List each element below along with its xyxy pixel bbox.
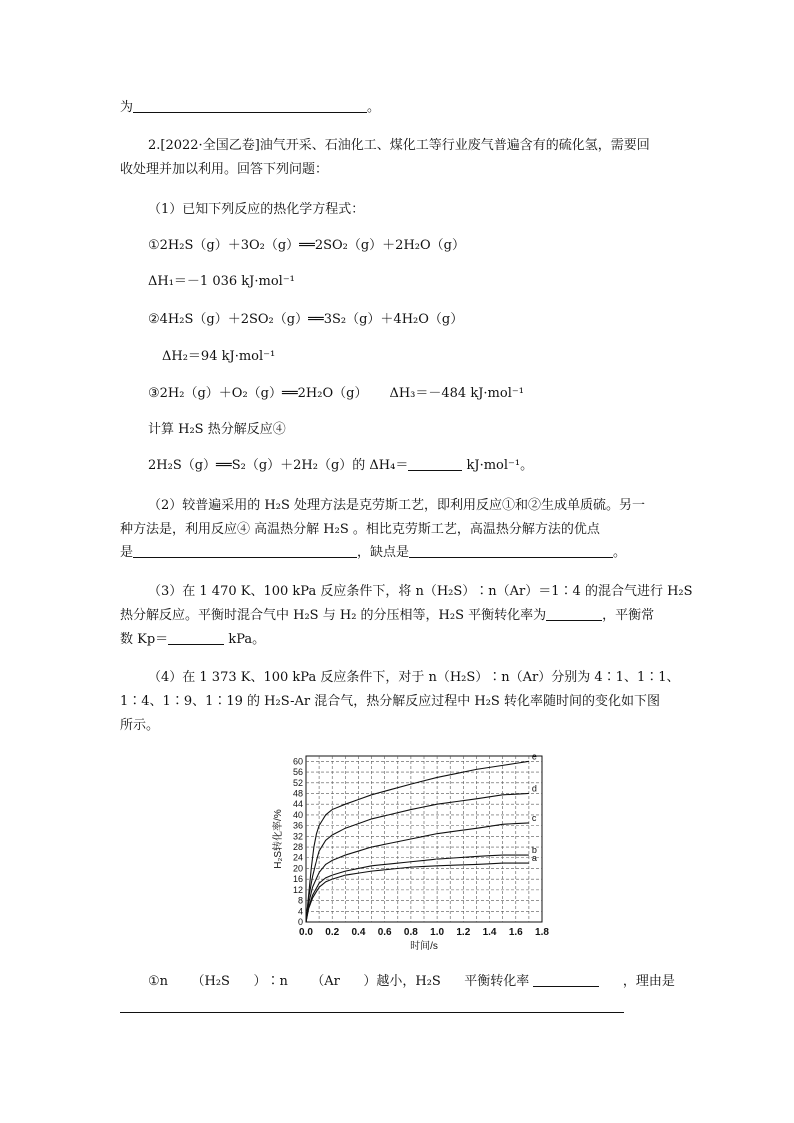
sq-part-5 [464,972,599,992]
x-axis-label: 时间/s [410,941,438,952]
question-stem-2: 收处理并加以利用。回答下列问题： [120,162,329,177]
part-4-line-1: （4）在 1 373 K、100 kPa 反应条件下，对于 n（H₂S）∶n（Ar）分别为 4∶1、1∶1、 [148,670,680,685]
sq-part-1: （H₂S [191,974,230,989]
answer-blank-dh4[interactable] [408,456,462,471]
series-label-a: a [531,853,537,864]
reaction-2: ②4H₂S（g）＋2SO₂（g）══3S₂（g）＋4H₂O（g） [148,312,464,327]
y-tick-label: 32 [292,831,303,842]
reaction-4-line [148,456,533,476]
series-label-d: d [531,783,537,794]
x-tick-label: 1.2 [456,927,471,938]
y-tick-label: 44 [292,799,303,810]
question-2-stem [148,136,650,156]
part-2-line-3 [120,543,626,563]
intro-line [120,98,380,118]
sq-part-3: （Ar [311,974,340,989]
x-tick-label: 1.0 [430,927,445,938]
x-tick-label: 0.8 [403,927,418,938]
answer-line-reason[interactable] [120,1012,624,1013]
answer-blank-kp[interactable] [168,630,224,645]
y-tick-label: 20 [292,863,303,874]
sq-part-7: ，理由是 [622,974,675,989]
question-source: [2022·全国乙卷] [160,138,260,153]
reaction-3-line [148,384,524,404]
delta-h3: ΔH₃＝－484 kJ·mol⁻¹ [389,386,524,401]
answer-blank-conversion[interactable] [546,606,602,621]
answer-blank-trend[interactable] [533,972,599,987]
series-label-b: b [531,845,537,856]
subquestion-4-1 [148,972,675,992]
reaction-4: 2H₂S（g）══S₂（g）＋2H₂（g）的 ΔH₄＝ [148,458,409,473]
part-2-disadvantage: ，缺点是 [357,545,410,560]
answer-blank-disadvantage[interactable] [409,543,613,558]
y-tick-label: 0 [297,917,303,927]
x-tick-label: 0.6 [377,927,392,938]
conversion-chart [268,748,558,958]
dh4-unit: kJ·mol⁻¹。 [466,458,534,473]
series-label-e: e [531,751,537,762]
part-2-shi: 是 [120,545,134,560]
sq-part-2: ）∶n [253,974,288,989]
part-2-line-1: （2）较普遍采用的 H₂S 处理方法是克劳斯工艺，即利用反应①和②生成单质硫。另一 [148,498,645,513]
y-tick-label: 60 [292,756,303,767]
series-line-e [306,761,529,922]
x-tick-label: 0.0 [299,927,313,938]
part-4-line-3: 所示。 [120,718,160,733]
x-tick-label: 1.8 [535,927,549,938]
answer-blank-advantage[interactable] [133,543,357,558]
reaction-1: ①2H₂S（g）＋3O₂（g）══2SO₂（g）＋2H₂O（g） [148,238,465,253]
part-3-line-2 [120,606,654,626]
intro-end: 。 [367,100,381,115]
intro-wei: 为 [120,100,134,115]
y-axis-label: H₂S转化率/% [273,809,284,869]
part-4-line-2: 1∶4、1∶9、1∶19 的 H₂S-Ar 混合气，热分解反应过程中 H₂S 转化率随时间的变化如下图 [120,694,660,709]
y-tick-label: 12 [292,884,303,895]
y-tick-label: 28 [292,842,303,853]
part-3-line-1: （3）在 1 470 K、100 kPa 反应条件下，将 n（H₂S）∶n（Ar）＝1∶4 的混合气进行 H₂S [148,584,693,599]
reaction-3: ③2H₂（g）＋O₂（g）══2H₂O（g） [148,386,368,401]
series-line-a [306,863,529,922]
part-3-unit: kPa。 [228,632,266,647]
series-label-c: c [531,812,537,823]
part-2-line-2: 种方法是，利用反应④ 高温热分解 H₂S 。相比克劳斯工艺，高温热分解方法的优点 [120,522,600,537]
part-2-end: 。 [613,545,627,560]
sq-trend-label: 平衡转化率 [464,974,530,989]
y-tick-label: 16 [292,874,303,885]
y-tick-label: 52 [292,777,303,788]
x-tick-label: 1.4 [482,927,497,938]
answer-blank-0[interactable] [133,98,367,113]
part-3-text: 热分解反应。平衡时混合气中 H₂S 与 H₂ 的分压相等，H₂S 平衡转化率为 [120,608,547,623]
series-line-b [306,855,529,922]
part-3-line-3 [120,630,265,650]
sq-part-4: ）越小，H₂S [363,974,441,989]
question-number: 2. [148,138,161,153]
y-tick-label: 40 [292,809,303,820]
y-tick-label: 56 [292,767,303,778]
delta-h2: ΔH₂＝94 kJ·mol⁻¹ [162,349,276,364]
delta-h1: ΔH₁＝－1 036 kJ·mol⁻¹ [148,274,295,289]
y-tick-label: 36 [292,820,303,831]
calc-instruction: 计算 H₂S 热分解反应④ [148,422,286,437]
x-tick-label: 0.4 [351,927,366,938]
part-3-text-b: ，平衡常 [602,608,655,623]
question-stem-1: 油气开采、石油化工、煤化工等行业废气普遍含有的硫化氢，需要回 [259,138,650,153]
y-tick-label: 8 [297,895,303,906]
part-3-kp: 数 Kp＝ [120,632,169,647]
sq-part-0: ①n [148,974,169,989]
x-tick-label: 0.2 [325,927,340,938]
part-1-head: （1）已知下列反应的热化学方程式： [148,202,365,217]
y-tick-label: 48 [292,788,303,799]
y-tick-label: 4 [297,906,303,917]
y-tick-label: 24 [292,852,303,863]
x-tick-label: 1.6 [508,927,523,938]
